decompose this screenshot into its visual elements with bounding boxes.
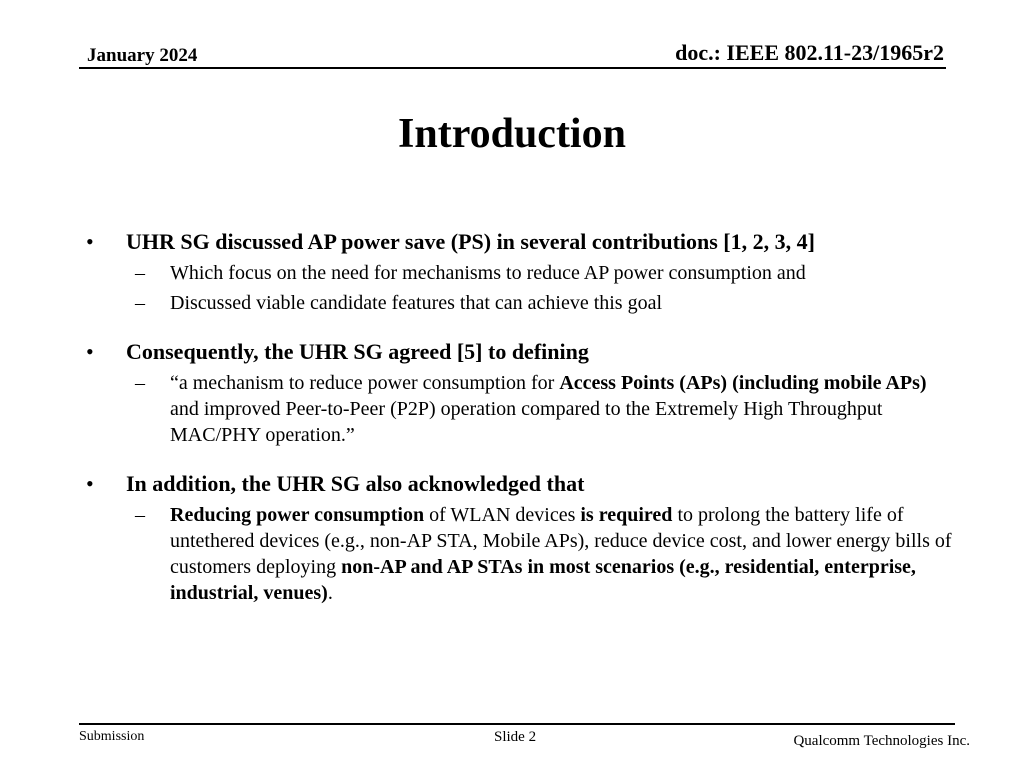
footer-slide-number: Slide 2 bbox=[494, 729, 537, 745]
quote-text: “a mechanism to reduce power consumption for bbox=[170, 372, 560, 394]
dash-marker: – bbox=[135, 262, 145, 284]
quote-emphasis-aps: Access Points (APs) (including mobile APs) bbox=[559, 372, 927, 394]
bullet-agreement bbox=[86, 338, 956, 366]
footer-divider bbox=[79, 723, 955, 725]
sub-bullet-mechanism-quote bbox=[135, 370, 956, 448]
sub-bullet-text bbox=[170, 370, 956, 448]
bullet-ap-power-save bbox=[86, 228, 956, 256]
bullet-acknowledged bbox=[86, 470, 956, 498]
footer-submission: Submission bbox=[79, 729, 145, 744]
bullet-text: UHR SG discussed AP power save (PS) in several contributions [1, 2, 3, 4] bbox=[126, 229, 815, 254]
plain-text: . bbox=[327, 582, 333, 604]
bullet-text: In addition, the UHR SG also acknowledged that bbox=[126, 471, 585, 496]
emphasis-reducing-power: Reducing power consumption bbox=[170, 504, 425, 526]
sub-bullet-focus bbox=[135, 260, 956, 286]
sub-bullet-text bbox=[170, 502, 956, 606]
header-doc-id: doc.: IEEE 802.11-23/1965r2 bbox=[675, 40, 944, 65]
bullet-text: Consequently, the UHR SG agreed [5] to defining bbox=[126, 339, 589, 364]
spacer bbox=[86, 316, 956, 338]
dash-marker: – bbox=[135, 504, 145, 526]
sub-bullet-power-reduction bbox=[135, 502, 956, 606]
emphasis-scenarios: non-AP and AP STAs in most scenarios (e.g., residential, enterprise, industrial, venues) bbox=[170, 556, 916, 604]
bullet-marker: • bbox=[86, 339, 94, 364]
header-date: January 2024 bbox=[87, 45, 198, 66]
bullet-marker: • bbox=[86, 229, 94, 254]
spacer bbox=[86, 448, 956, 470]
plain-text: of WLAN devices bbox=[424, 504, 581, 526]
dash-marker: – bbox=[135, 372, 145, 394]
sub-bullet-text: Discussed viable candidate features that can achieve this goal bbox=[170, 292, 663, 314]
slide-body bbox=[86, 228, 956, 606]
sub-bullet-text: Which focus on the need for mechanisms to reduce AP power consumption and bbox=[170, 262, 806, 284]
quote-text: and improved Peer-to-Peer (P2P) operation compared to the Extremely High Throughput MAC/PHY operation.” bbox=[170, 398, 883, 446]
bullet-marker: • bbox=[86, 471, 94, 496]
sub-bullet-candidates bbox=[135, 290, 956, 316]
header-divider bbox=[79, 67, 946, 69]
dash-marker: – bbox=[135, 292, 145, 314]
slide-title: Introduction bbox=[398, 111, 626, 157]
emphasis-is-required: is required bbox=[580, 504, 673, 526]
plain-text: to prolong the battery life of untethered devices (e.g., non-AP STA, Mobile APs), reduce device cost, and lower energy bills of customers deploying bbox=[170, 504, 952, 578]
footer-organization: Qualcomm Technologies Inc. bbox=[793, 733, 970, 749]
